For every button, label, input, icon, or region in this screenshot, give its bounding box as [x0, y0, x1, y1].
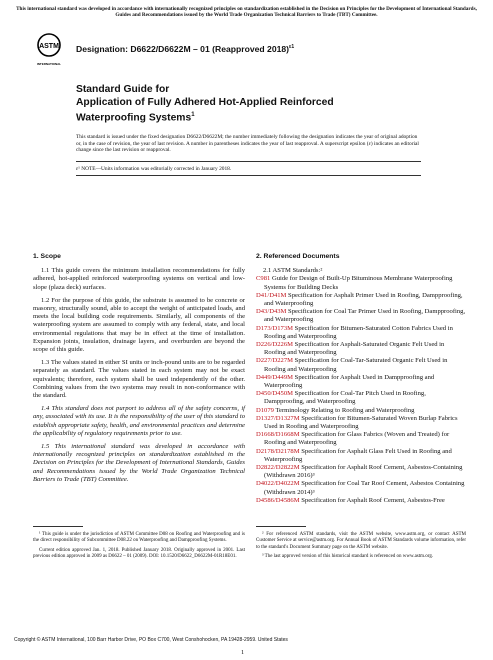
reference-title: Specification for Asphalt-Saturated Organic Felt Used in Roofing and Waterproofing	[264, 341, 445, 357]
reference-link[interactable]: D227/D227M	[256, 357, 293, 365]
reference-title: Specification for Coal Tar Primer Used in Roofing, Dampproofing, and Waterproofing	[264, 308, 466, 324]
reference-link[interactable]: D226/D226M	[256, 341, 293, 349]
designation-epsilon: ε1	[289, 44, 295, 51]
reference-item	[256, 341, 466, 357]
reference-item	[256, 448, 466, 464]
reference-title: Terminology Relating to Roofing and Waterproofing	[273, 406, 415, 414]
scope-1-3: 1.3 The values stated in either SI units or inch-pound units are to be regarded separately as standard. The values stated in each system may not be exact equivalents; therefore, each system shall be used independently of the other. Combining values from the two systems may result in non-conformance with the standard.	[33, 359, 245, 400]
reference-item	[256, 431, 466, 447]
reference-title: Guide for Design of Built-Up Bituminous Membrane Waterproofing Systems for Building Decks	[264, 275, 453, 291]
right-column	[256, 253, 466, 505]
reference-link[interactable]: D173/D173M	[256, 324, 293, 332]
reference-title: Specification for Asphalt Roof Cement, Asbestos-Free	[299, 496, 445, 504]
divider-top	[76, 161, 421, 162]
reference-title: Specification for Glass Fabrics (Woven and Treated) for Roofing and Waterproofing	[264, 431, 450, 447]
reference-title: Specification for Bitumen-Saturated Woven Burlap Fabrics Used in Roofing and Waterproofing	[264, 414, 458, 431]
right-footnotes	[256, 526, 466, 563]
page-number: 1	[241, 649, 245, 656]
reference-link[interactable]: D1079	[256, 406, 274, 414]
scope-1-1: 1.1 This guide covers the minimum installation recommendations for fully adhered, hot-applied reinforced waterproofing systems on vertical and low-slope (plaza deck) surfaces.	[33, 267, 245, 291]
footnote-3: ³ The last approved version of this historical standard is referenced on www.astm.org.	[262, 553, 434, 559]
reference-title: Specification for Asphalt Roof Cement, Asbestos-Containing (Withdrawn 2016)³	[264, 464, 463, 480]
divider-bottom	[76, 175, 421, 176]
footnote-1-edition: Current edition approved Jan. 1, 2018. Published January 2018. Originally approved in 2001. Last previous edition approved in 2009 as D6622 – 01 (2009). DOI: 10.1520/D6622_D6622M-01R18E01.	[33, 547, 245, 559]
left-footnotes	[33, 526, 245, 563]
reference-item	[256, 390, 466, 406]
astm-logo	[36, 32, 62, 68]
reference-link[interactable]: D4586/D4586M	[256, 496, 300, 504]
reference-item	[256, 308, 466, 324]
reference-link[interactable]: D4022/D4022M	[256, 480, 300, 488]
reference-link[interactable]: D450/D450M	[256, 390, 293, 398]
title-footnote-ref: 1	[191, 112, 195, 118]
reference-title: Specification for Asphalt Glass Felt Used in Roofing and Waterproofing	[264, 447, 452, 463]
reference-link[interactable]: D2178/D2178M	[256, 447, 300, 455]
editorial-note: ε¹ NOTE—Units information was editorially corrected in January 2018.	[76, 166, 232, 172]
reference-title: Specification for Asphalt Used in Dampproofing and Waterproofing	[264, 373, 435, 390]
reference-item	[256, 415, 466, 431]
reference-item	[256, 275, 466, 291]
designation	[76, 44, 294, 54]
title-line-3: Waterproofing Systems	[76, 112, 192, 124]
reference-link[interactable]: D1327/D1327M	[256, 414, 300, 422]
reference-item	[256, 480, 466, 496]
reference-item	[256, 497, 466, 505]
astm-standards-subhead: 2.1 ASTM Standards:²	[263, 267, 323, 275]
reference-link[interactable]: D449/D449M	[256, 373, 293, 381]
footnote-1: ¹ This guide is under the jurisdiction of ASTM Committee D08 on Roofing and Waterproofing and is the direct responsibility of Subcommittee D08.22 on Waterproofing and Dampproofing Systems.	[33, 532, 245, 544]
reference-title: Specification for Coal Tar Roof Cement, Asbestos Containing (Withdrawn 2014)³	[264, 480, 465, 496]
scope-1-2: 1.2 For the purpose of this guide, the substrate is assumed to be concrete or masonry, structurally sound, able to accept the weight of anticipated loads, and meets the local building code requirements. Similarly, all components of the waterproofing system are assumed to comply with any federal, state, and local environmental regulations that may be in effect at the time of installation. Expansion joints, insulation, drainage layers, and overburden are beyond the scope of this guide.	[33, 296, 245, 354]
reference-title: Specification for Bitumen-Saturated Cotton Fabrics Used in Roofing and Waterproofing	[264, 324, 453, 340]
footnote-divider	[256, 526, 306, 527]
reference-item	[256, 292, 466, 308]
designation-text: Designation: D6622/D6622M – 01 (Reapproved 2018)	[76, 44, 290, 54]
title-line-1: Standard Guide for	[76, 84, 170, 95]
reference-link[interactable]: D2822/D2822M	[256, 464, 300, 472]
copyright-line: Copyright © ASTM International, 100 Barr Harbor Drive, PO Box C700, West Conshohocken, PA 19428-2959. United States	[14, 637, 288, 643]
issuance-statement: This standard is issued under the fixed designation D6622/D6622M; the number immediately following the designation indicates the year of original adoption or, in the case of revision, the year of last revision. A number in parentheses indicates the year of last reapproval. A superscript epsilon (ε) indicates an editorial change since the last revision or reapproval.	[76, 134, 419, 153]
reference-list	[256, 275, 466, 505]
reference-title: Specification for Coal-Tar-Saturated Organic Felt Used in Roofing and Waterproofing	[264, 357, 448, 373]
reference-item	[256, 374, 466, 390]
scope-1-5: 1.5 This international standard was developed in accordance with internationally recognized principles on standardization established in the Decision on Principles for the Development of International Standards, Guides and Recommendations issued by the World Trade Organization Technical Barriers to Trade (TBT) Committee.	[33, 443, 245, 483]
document-title	[76, 83, 406, 124]
references-heading: 2. Referenced Documents	[256, 253, 340, 260]
footnote-2: ² For referenced ASTM standards, visit the ASTM website, www.astm.org, or contact ASTM Customer Service at service@astm.org. For Annual Book of ASTM Standards volume information, refer to the standard's Document Summary page on the ASTM website.	[256, 532, 466, 550]
reference-item	[256, 357, 466, 373]
reference-link[interactable]: C981	[256, 275, 271, 283]
reference-link[interactable]: D1668/D1668M	[256, 431, 300, 439]
left-column	[33, 253, 245, 489]
svg-text:ASTM: ASTM	[39, 43, 59, 50]
reference-link[interactable]: D41/D41M	[256, 291, 287, 299]
footnote-divider	[33, 526, 83, 527]
reference-title: Specification for Coal-Tar Pitch Used in Roofing, Dampproofing, and Waterproofing	[264, 390, 426, 406]
scope-1-4: 1.4 This standard does not purport to address all of the safety concerns, if any, associated with its use. It is the responsibility of the user of this standard to establish appropriate safety, health, and environmental practices and determine the applicability of regulatory requirements prior to use.	[33, 405, 245, 437]
reference-item	[256, 407, 466, 415]
reference-item	[256, 325, 466, 341]
reference-title: Specification for Asphalt Primer Used in Roofing, Dampproofing, and Waterproofing	[264, 291, 463, 308]
tbt-notice: This international standard was developed in accordance with internationally recognized principles on standardization established in the Decision on Principles for the Development of International Standards, Guides and Recommendations issued by the World Trade Organization Technical Barriers to Trade (TBT) Committee.	[16, 6, 477, 19]
reference-link[interactable]: D43/D43M	[256, 308, 287, 316]
reference-item	[256, 464, 466, 480]
scope-heading: 1. Scope	[33, 253, 61, 260]
svg-text:INTERNATIONAL: INTERNATIONAL	[36, 62, 62, 66]
title-line-2: Application of Fully Adhered Hot-Applied Reinforced	[76, 97, 334, 108]
